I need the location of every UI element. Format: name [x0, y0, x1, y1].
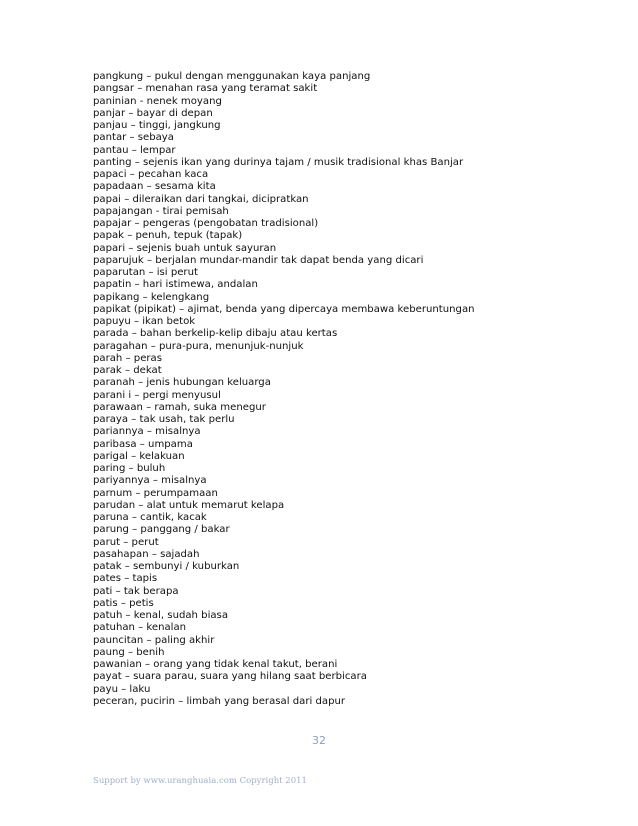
glossary-entry: papari – sejenis buah untuk sayuran: [93, 242, 277, 254]
glossary-entry: parani i – pergi menyusul: [93, 389, 221, 401]
glossary-entry: panting – sejenis ikan yang durinya tajam / musik tradisional khas Banjar: [93, 156, 464, 168]
glossary-entry: paragahan – pura-pura, menunjuk-nunjuk: [93, 340, 304, 352]
glossary-entry: paninian - nenek moyang: [93, 95, 222, 107]
glossary-entry: papai – dileraikan dari tangkai, dicipratkan: [93, 193, 309, 205]
glossary-entry: payat – suara parau, suara yang hilang saat berbicara: [93, 671, 367, 683]
glossary-entry: paruna – cantik, kacak: [93, 512, 207, 523]
glossary-entry: pariannya – misalnya: [93, 426, 201, 438]
glossary-entry: pati – tak berapa: [93, 585, 179, 597]
glossary-entry: panjau – tinggi, jangkung: [93, 120, 221, 131]
glossary-entry: pariyannya – misalnya: [93, 475, 207, 487]
glossary-entry: paring – buluh: [93, 463, 166, 474]
glossary-entry: paparutan – isi perut: [93, 267, 198, 278]
glossary-entry: parak – dekat: [93, 365, 162, 376]
glossary-entry: parada – bahan berkelip-kelip dibaju atau kertas: [93, 328, 338, 340]
glossary-entry: pangsar – menahan rasa yang teramat sakit: [93, 83, 318, 95]
glossary-entry: papak – penuh, tepuk (tapak): [93, 230, 243, 242]
glossary-entry: parudan – alat untuk memarut kelapa: [93, 499, 285, 511]
glossary-entry: payu – laku: [93, 683, 151, 695]
glossary-entry: paraya – tak usah, tak perlu: [93, 414, 235, 425]
footer-copyright: Support by www.uranghuaia.com Copyright 2011: [93, 776, 307, 786]
glossary-entry: papajar – pengeras (pengobatan tradisional): [93, 218, 319, 229]
glossary-entry: papikat (pipikat) – ajimat, benda yang dipercaya membawa keberuntungan: [93, 303, 475, 315]
page-number: 32: [312, 734, 326, 747]
glossary-entry: parung – panggang / bakar: [93, 524, 230, 536]
glossary-entry: papaci – pecahan kaca: [93, 169, 209, 180]
glossary-entry: paranah – jenis hubungan keluarga: [93, 377, 271, 389]
glossary-entry: paribasa – umpama: [93, 438, 193, 450]
glossary-entry: paung – benih: [93, 646, 165, 658]
glossary-entry: pasahapan – sajadah: [93, 548, 200, 560]
glossary-entry: papatin – hari istimewa, andalan: [93, 279, 258, 291]
glossary-entry: parut – perut: [93, 536, 159, 548]
glossary-entry: parigal – kelakuan: [93, 450, 185, 462]
glossary-entry: patis – petis: [93, 597, 154, 609]
glossary-entry: pawanian – orang yang tidak kenal takut, berani: [93, 659, 338, 670]
glossary-entry: pates – tapis: [93, 573, 158, 585]
glossary-entry: patuh – kenal, sudah biasa: [93, 610, 229, 621]
glossary-entry: papajangan - tirai pemisah: [93, 205, 229, 217]
glossary-entry: parawaan – ramah, suka menegur: [93, 401, 266, 413]
glossary-entry: peceran, pucirin – limbah yang berasal dari dapur: [93, 695, 346, 707]
glossary-entry: patuhan – kenalan: [93, 622, 187, 634]
glossary-entry: papuyu – ikan betok: [93, 316, 196, 327]
glossary-entry: patak – sembunyi / kuburkan: [93, 561, 240, 572]
glossary-entry: panjar – bayar di depan: [93, 107, 213, 119]
glossary-entry: pantau – lempar: [93, 144, 176, 156]
glossary-entry: parnum – perumpamaan: [93, 487, 218, 499]
glossary-entry: pantar – sebaya: [93, 132, 174, 144]
glossary-entry: parah – peras: [93, 352, 163, 364]
glossary-entry: papikang – kelengkang: [93, 291, 210, 303]
glossary-list: [93, 71, 613, 708]
glossary-entry: paparujuk – berjalan mundar-mandir tak dapat benda yang dicari: [93, 254, 424, 266]
glossary-entry: pangkung – pukul dengan menggunakan kaya panjang: [93, 71, 371, 82]
glossary-entry: papadaan – sesama kita: [93, 181, 216, 193]
glossary-entry: pauncitan – paling akhir: [93, 634, 215, 646]
